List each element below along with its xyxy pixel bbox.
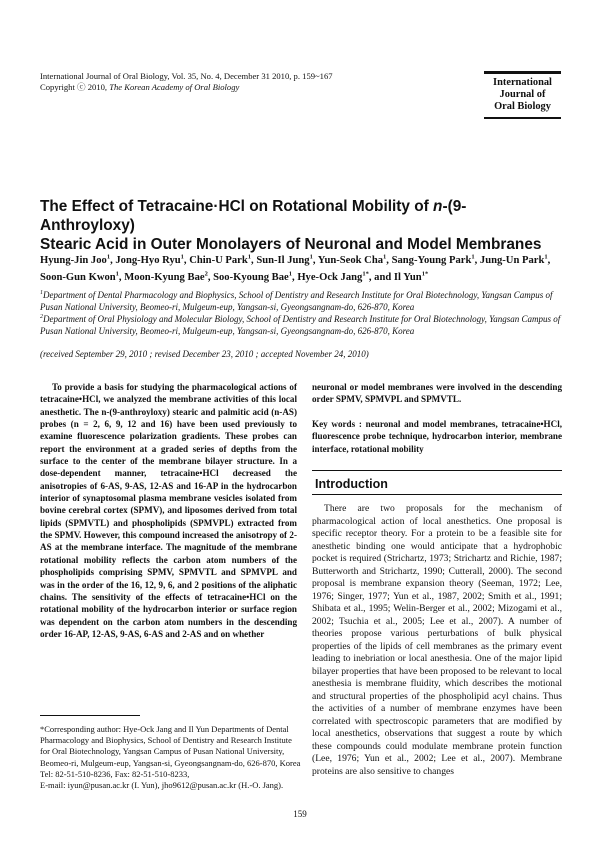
affiliation-2: [40, 313, 562, 337]
author: [213, 272, 292, 283]
introduction-body: There are two proposals for the mechanism of pharmacological action of local anesthetics. One proposal is specific receptor theory. For a protein to be a feasible site for anesthetic binding one would anticipate that a hydrophobic pocket is required (Strichartz, 1973; Strichartz and Richie, 1987; Butterworth and Strichartz, 1990; Cutterall, 2000). The second proposal is membrane expansion theory (Seeman, 1972; Lee, 1976; Singer, 1977; Yun et al., 1987, 2002; Smith et al., 1991; Shibata et al., 1995; Welin-Berger et al., 2002; Mizogami et al., 2002; Tsuchia et al., 2005; Lee et al., 2007). A number of theories propose various perturbations of bulk physical properties of the lipids of cell membranes as the primary event leading to inebriation or local anesthesia. One of the major lipid bilayer properties that have been proposed to be relevant to local anesthesia is membrane fluidity, which describes the motional and structural properties of the phospholipid acyl chains. Thus the activities of a number of membrane enzymes have been correlated with spectroscopic parameters that are modified by local anesthetics, observations that suggest a route by which these compounds could modulate membrane protein function (Lee, 1976; Yun et al., 2002; Lee et al., 2007). Membrane proteins are also sensitive to changes: [312, 503, 562, 777]
author-affiliation-marker: 1: [288, 270, 293, 278]
journal-name: [484, 74, 561, 114]
author-name: Il Yun: [393, 272, 422, 283]
author-name: Jung-Un Park: [479, 255, 545, 266]
page-number: 159: [293, 809, 307, 819]
author-name: Chin-U Park: [189, 255, 248, 266]
footnote-line: *Corresponding author: Hye-Ock Jang and Il Yun Departments of Dental Pharmacology and Biophysics, School of Dentistry and Research Institute for Oral Biotechnology, Yangsan Campus of Pusan National University, Beomeo-ri, Mulgeum-eup, Yangsan-si, Gyeongsangnam-do, 626-870, Korea: [40, 724, 301, 768]
author: [394, 272, 428, 283]
author: [115, 255, 184, 266]
title-line-2: Stearic Acid in Outer Monolayers of Neuronal and Model Membranes: [40, 236, 542, 253]
section-rule-top: [312, 470, 562, 471]
author-name: Soo-Kyoung Bae: [213, 272, 289, 283]
affiliation-text: Department of Oral Physiology and Molecular Biology, School of Dentistry and Research Institute for Oral Biotechnology, Yangsan Campus of Pusan National University, Beomeo-ri, Mulgeum-eup, Yangsan-si, Gyeongsangnam-do, 626-870, Korea: [40, 314, 561, 337]
copyright-org: The Korean Academy of Oral Biology: [109, 82, 240, 92]
author-affiliation-marker: 1*: [362, 270, 369, 278]
title-text: -(9-Anthroyloxy): [40, 198, 467, 234]
journal-name-line: Journal of: [499, 89, 546, 101]
section-heading: Introduction: [315, 477, 388, 491]
affiliation-marker: 2: [40, 314, 43, 320]
author-name: Yun-Seok Cha: [317, 255, 384, 266]
author-affiliation-marker: 2: [204, 270, 208, 278]
paper-title: [40, 197, 560, 254]
author-name: Sang-Young Park: [391, 255, 472, 266]
affiliation-1: [40, 289, 562, 313]
abstract-column-2: neuronal or model membranes were involved in the descending order SPMV, SPMVPL and SPMVTL.: [312, 382, 562, 405]
author-name: Jong-Hyo Ryu: [115, 255, 181, 266]
citation-line: International Journal of Oral Biology, Vol. 35, No. 4, December 31 2010, p. 159~167: [40, 71, 333, 81]
author: [189, 255, 251, 266]
author-affiliation-marker: 1: [383, 253, 387, 261]
copyright-prefix: Copyright ⓒ 2010,: [40, 82, 110, 92]
author-affiliation-marker: 1: [544, 253, 548, 261]
journal-name-line: Oral Biology: [494, 101, 551, 113]
author: [40, 272, 119, 283]
author-affiliation-marker: 1: [115, 270, 119, 278]
author: [318, 255, 387, 266]
author-affiliation-marker: 1: [180, 253, 184, 261]
author: [297, 272, 369, 283]
received-dates: (received September 29, 2010 ; revised December 23, 2010 ; accepted November 24, 2010): [40, 349, 369, 359]
footnote-line: Tel: 82-51-510-8236, Fax: 82-51-510-8233,: [40, 768, 190, 779]
author: [480, 255, 548, 266]
keywords-text: neuronal and model membranes, tetracaine•HCl, fluorescence probe technique, hydrocarbon interior, membrane interface, rotational mobility: [312, 419, 562, 454]
title-text: The Effect of Tetracaine·HCl on Rotational Mobility of: [40, 198, 434, 215]
footnote: [40, 724, 302, 791]
affiliation-text: Department of Dental Pharmacology and Biophysics, School of Dentistry and Research Institute for Oral Biotechnology, Yangsan Campus of Pusan National University, Beomeo-ri, Mulgeum-eup, Yangsan-si, Gyeongsangnam-do, 626-870, Korea: [40, 290, 553, 313]
author-affiliation-marker: 1: [106, 253, 111, 261]
author-affiliation-marker: 1: [471, 253, 475, 261]
title-line-1: [40, 197, 560, 235]
author-affiliation-marker: 1: [247, 253, 252, 261]
journal-logo-box: [484, 71, 561, 119]
author-affiliation-marker: 1*: [421, 270, 429, 278]
abstract-column-1: To provide a basis for studying the pharmacological actions of tetracaine•HCl, we analyzed the membrane activities of this local anesthetic. The n-(9-anthroyloxy) stearic and palmitic acid (n-AS) probes (n = 2, 6, 9, 12 and 16) have been used previously to examine fluorescence polarization gradients. These probes can report the environment at a graded series of depths from the surface to the center of the membrane bilayer structure. In a dose-dependent manner, tetracaine•HCl decreased the anisotropies of 6-AS, 9-AS, 12-AS and 16-AP in the hydrocarbon interior of synaptosomal plasma membrane vesicles isolated from bovine cerebral cortex (SPMV), and liposomes derived from total lipids (SPMVTL) and phospholipids (SPMVPL) extracted from the SPMV. However, this compound increased the anisotropy of 2-AS at the membrane interface. The magnitude of the membrane rotational mobility reflects the carbon atom numbers of the phospholipids comprising SPMV, SPMVTL and SPMVPL and was in the order of the 16, 12, 9, 6, and 2 positions of the aliphatic chains. The sensitivity of the effects of tetracaine•HCl on the rotational mobility of the hydrocarbon interior or surface region was dependent on the carbon atom numbers in the descending order 16-AP, 12-AS, 9-AS, 6-AS and 2-AS and on whether: [40, 382, 297, 639]
author-name: Hyung-Jin Joo: [40, 255, 107, 266]
author-list: Hyung-Jin Joo$^1$, Jong-Hyo Ryu$^1$, Chin-U Park$^1$, Sun-Il Jung$^1$, Yun-Seok Cha$^1$, Sang-Young Park$^1$, Jung-Un Park$^1$, Soon-Gun Kwon$^1$, Moon-Kyung Bae$^2$, Soo-Kyoung Bae$^1$, Hye-Ock Jang$^{1*}$, and Il Yun$^{1*}$: [40, 253, 551, 283]
author-name: Moon-Kyung Bae: [124, 272, 205, 283]
author-affiliation-marker: 1: [309, 253, 313, 261]
logo-bottom-rule: [484, 117, 561, 119]
author: [256, 255, 313, 266]
title-italic-n: n: [433, 198, 443, 215]
keywords-label: Key words :: [312, 419, 366, 429]
footnote-line: E-mail: iyun@pusan.ac.kr (I. Yun), jho9612@pusan.ac.kr (H.-O. Jang).: [40, 780, 284, 791]
journal-name-line: International: [493, 77, 552, 88]
author: [40, 255, 110, 266]
author: [124, 272, 208, 283]
footnote-rule: [40, 715, 140, 716]
author: [392, 255, 475, 266]
author-name: Soon-Gun Kwon: [40, 272, 116, 283]
copyright-line: [40, 82, 239, 93]
author-name: Sun-Il Jung: [256, 255, 310, 266]
affiliation-marker: 1: [40, 290, 43, 296]
section-rule-bottom: [312, 494, 562, 495]
author-name: Hye-Ock Jang: [297, 272, 363, 283]
keywords: [312, 418, 562, 455]
